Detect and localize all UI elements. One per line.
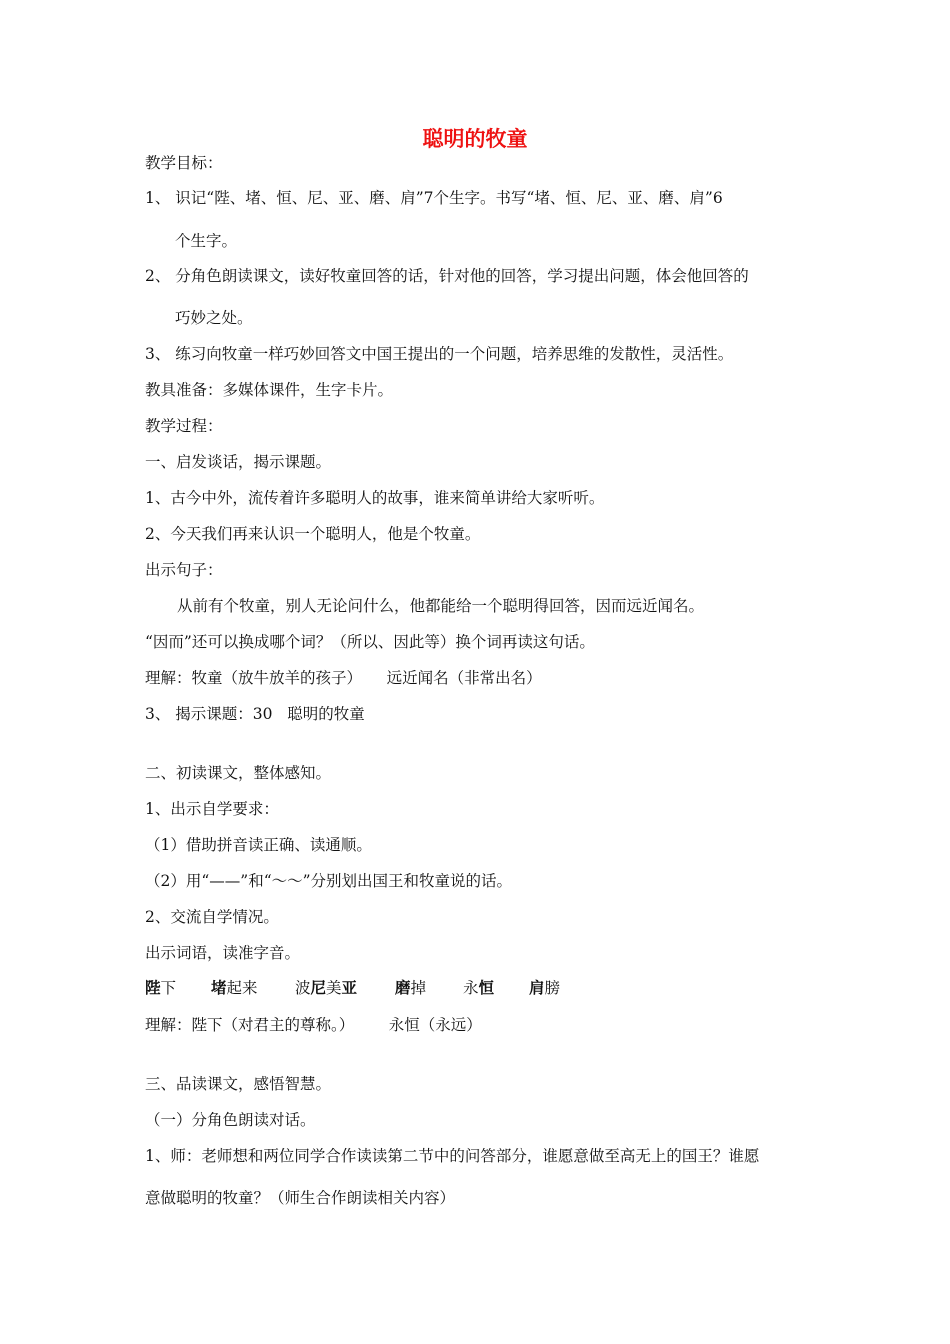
section-2-heading: 二、初读课文，整体感知。: [145, 764, 332, 782]
vocab-word: 陛下: [145, 979, 177, 997]
section-1-item-3: 3、 揭示课题：30 聪明的牧童: [145, 705, 365, 723]
vocab-word: 波尼美亚: [295, 979, 358, 997]
vocab-word: 磨掉: [395, 979, 427, 997]
section-2-requirement-2: （2）用“——”和“～～”分别划出国王和牧童说的话。: [145, 872, 513, 890]
section-1-question: “因而”还可以换成哪个词？（所以、因此等）换个词再读这句话。: [145, 633, 595, 651]
objective-1-line-1: 1、 识记“陛、堵、恒、尼、亚、磨、肩”7个生字。书写“堵、恒、尼、亚、磨、肩”6: [145, 189, 723, 207]
process-heading: 教学过程：: [145, 417, 223, 435]
section-1-sentence: 从前有个牧童，别人无论问什么，他都能给一个聪明得回答，因而远近闻名。: [177, 597, 705, 615]
section-2-understanding: 理解：陛下（对君主的尊称。） 永恒（永远）: [145, 1016, 482, 1034]
section-1-item-2: 2、今天我们再来认识一个聪明人，他是个牧童。: [145, 525, 481, 543]
section-3-item-1-line-1: 1、师：老师想和两位同学合作读读第二节中的问答部分，谁愿意做至高无上的国王？谁愿: [145, 1147, 760, 1165]
section-3-heading: 三、品读课文，感悟智慧。: [145, 1075, 332, 1093]
objective-1-line-2: 个生字。: [175, 232, 238, 250]
objectives-heading: 教学目标：: [145, 154, 223, 172]
section-1-show-sentence: 出示句子：: [145, 561, 223, 579]
section-2-item-2: 2、交流自学情况。: [145, 908, 279, 926]
objective-3: 3、 练习向牧童一样巧妙回答文中国王提出的一个问题，培养思维的发散性，灵活性。: [145, 345, 734, 363]
objective-2-line-2: 巧妙之处。: [175, 309, 253, 327]
teaching-tools: 教具准备：多媒体课件，生字卡片。: [145, 381, 394, 399]
section-3-subheading: （一）分角色朗读对话。: [145, 1111, 316, 1129]
section-1-item-1: 1、古今中外，流传着许多聪明人的故事，谁来简单讲给大家听听。: [145, 489, 605, 507]
objective-2-line-1: 2、 分角色朗读课文，读好牧童回答的话，针对他的回答，学习提出问题，体会他回答的: [145, 267, 749, 285]
section-2-item-1: 1、出示自学要求：: [145, 800, 279, 818]
document-title: 聪明的牧童: [422, 127, 528, 151]
vocab-word: 堵起来: [211, 979, 258, 997]
vocab-word: 永恒: [463, 979, 495, 997]
section-1-understanding: 理解：牧童（放牛放羊的孩子） 远近闻名（非常出名）: [145, 669, 542, 687]
section-2-show-words: 出示词语，读准字音。: [145, 944, 301, 962]
vocab-word: 肩膀: [529, 979, 561, 997]
section-3-item-1-line-2: 意做聪明的牧童？（师生合作朗读相关内容）: [145, 1189, 456, 1207]
section-1-heading: 一、启发谈话，揭示课题。: [145, 453, 332, 471]
section-2-requirement-1: （1）借助拼音读正确、读通顺。: [145, 836, 372, 854]
